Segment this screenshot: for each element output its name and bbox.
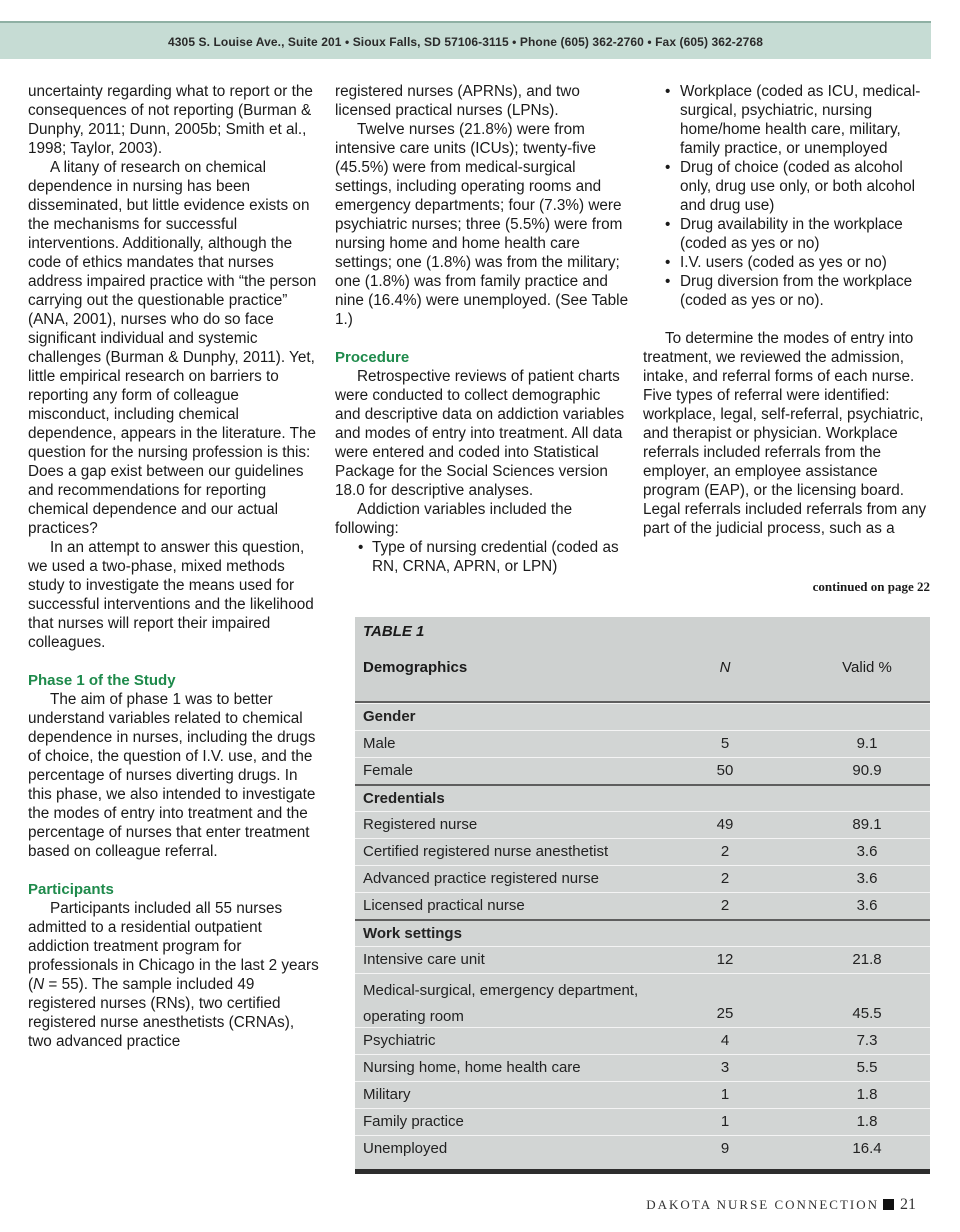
table-cell-label: Certified registered nurse anesthetist [363, 843, 609, 860]
table-cell-label: Medical-surgical, emergency department, operating room [363, 982, 639, 1025]
continued-note: continued on page 22 [812, 579, 930, 594]
heading-procedure: Procedure [335, 349, 410, 366]
table-row [355, 811, 930, 838]
header-address: 4305 S. Louise Ave., Suite 201 • Sioux Falls, SD 57106-3115 • Phone (605) 362-2760 • Fax (605) 362-2768 [168, 35, 763, 49]
table-cell-valid-pct: 45.5 [852, 1005, 882, 1022]
table-cell-label: Work settings [363, 925, 462, 942]
paragraph: Twelve nurses (21.8%) were from intensive care units (ICUs); twenty-five (45.5%) were from medical-surgical settings, including operating rooms and emergency departments; four (7.3%) were psychiatric nurses; three (5.5%) were from nursing home and home health care settings; one (1.8%) was from the military; one (1.8%) was from family practice and nine (16.4%) were unemployed. (See Table 1.) [335, 121, 629, 328]
bullet-list [643, 82, 935, 310]
paragraph: registered nurses (APRNs), and two licensed practical nurses (LPNs). [335, 83, 580, 119]
table-title: TABLE 1 [363, 623, 425, 640]
table-cell-valid-pct: 7.3 [856, 1032, 878, 1049]
page-number: 21 [900, 1196, 916, 1213]
table-cell-valid-pct: 89.1 [852, 816, 882, 833]
table-cell-label: Family practice [363, 1113, 464, 1130]
table-cell-label: Registered nurse [363, 816, 478, 833]
column-1 [28, 82, 320, 1051]
table-cell-n: 49 [716, 816, 734, 833]
paragraph: To determine the modes of entry into treatment, we reviewed the admission, intake, and referral forms of each nurse. Five types of referral were identified: workplace, legal, self-referral, psychiatric, and therapist or physician. Workplace referrals included referrals from the employer, an employee assistance program (EAP), or the licensing board. Legal referrals included referrals from any part of the judicial process, such as a [643, 330, 927, 537]
table-cell-label: Female [363, 762, 414, 779]
table-cell-n: 1 [720, 1113, 730, 1130]
list-item: • Type of nursing credential (coded as RN, CRNA, APRN, or LPN) [335, 538, 630, 576]
table-cell-n: 12 [716, 951, 734, 968]
table-cell-valid-pct: 21.8 [852, 951, 882, 968]
heading-phase-1: Phase 1 of the Study [28, 672, 176, 689]
table-cell-n: 4 [720, 1032, 730, 1049]
table-row [355, 865, 930, 892]
header-band [0, 21, 931, 59]
table-cell-n: 2 [720, 843, 730, 860]
table-cell-n: 2 [720, 897, 730, 914]
table-cell-valid-pct: 3.6 [856, 843, 878, 860]
heading-participants: Participants [28, 881, 114, 898]
table-row [355, 757, 930, 784]
table-cell-label: Intensive care unit [363, 951, 485, 968]
table-bottom-rule [355, 1169, 930, 1174]
table-cell-n: 50 [716, 762, 734, 779]
table-cell-label: Psychiatric [363, 1032, 436, 1049]
table-section-row [355, 784, 930, 811]
table-row [355, 892, 930, 919]
table-row [355, 1027, 930, 1054]
column-header-valid: Valid % [842, 659, 892, 676]
paragraph: Retrospective reviews of patient charts were conducted to collect demographic and descriptive data on addiction variables and modes of entry into treatment. All data were entered and coded into Statistical Package for the Social Sciences version 18.0 for descriptive analyses. [335, 368, 625, 499]
table-header [355, 617, 930, 703]
column-header-demographics: Demographics [363, 659, 468, 676]
table-cell-n: 9 [720, 1140, 730, 1157]
publication-name: DAKOTA NURSE CONNECTION [646, 1197, 879, 1212]
page-footer [646, 1196, 916, 1214]
list-item: • Drug of choice (coded as alcohol only, drug use only, or both alcohol and drug use) [643, 158, 935, 215]
table-cell-label: Licensed practical nurse [363, 897, 525, 914]
table-cell-n: 3 [720, 1059, 730, 1076]
paragraph: A litany of research on chemical dependence in nursing has been disseminated, but little evidence exists on the mechanisms for successful interventions. Additionally, although the code of ethics mandates that nurses address impaired practice with “the person carrying out the questionable practice” (ANA, 2001), nurses who do so face significant individual and systemic challenges (Burman & Dunphy, 2011). Yet, little empirical research on barriers to reporting any form of colleague misconduct, including chemical dependence, appears in the literature. The question for the nursing profession is this: Does a gap exist between our guidelines and recommendations for reporting chemical dependence and our actual practices? [28, 159, 317, 537]
paragraph: Participants included all 55 nurses admitted to a residential outpatient addiction treatment program for professionals in Chicago in the last 2 years (N = 55). The sample included 49 registered nurses (RNs), two certified registered nurse anesthetists (CRNAs), two advanced practice [28, 900, 319, 1050]
table-row [355, 838, 930, 865]
list-item: • I.V. users (coded as yes or no) [643, 253, 935, 272]
table-cell-label: Credentials [363, 790, 445, 807]
table-cell-valid-pct: 9.1 [856, 735, 878, 752]
table-section-row [355, 703, 930, 730]
table-cell-valid-pct: 1.8 [856, 1113, 878, 1130]
paragraph: uncertainty regarding what to report or the consequences of not reporting (Burman & Dunphy, 2011; Dunn, 2005b; Smith et al., 1998; Taylor, 2003). [28, 83, 313, 157]
table-row [355, 973, 930, 1027]
table-cell-label: Advanced practice registered nurse [363, 870, 599, 887]
list-item: • Drug diversion from the workplace (coded as yes or no). [643, 272, 935, 310]
table-cell-valid-pct: 1.8 [856, 1086, 878, 1103]
table-cell-label: Gender [363, 708, 416, 725]
table-row [355, 1054, 930, 1081]
table-cell-label: Male [363, 735, 396, 752]
paragraph: The aim of phase 1 was to better understand variables related to chemical dependence in nurses, including the drugs of choice, the question of I.V. use, and the percentage of nurses diverting drugs. In this phase, we also intended to investigate the modes of entry into treatment and the percentage of nurses that enter treatment based on colleague referral. [28, 691, 316, 860]
bullet-list [335, 538, 630, 576]
column-header-n: N [719, 659, 731, 676]
table-section-row [355, 919, 930, 946]
table-cell-valid-pct: 5.5 [856, 1059, 878, 1076]
table-cell-valid-pct: 90.9 [852, 762, 882, 779]
demographics-table [355, 617, 930, 1174]
table-cell-n: 5 [720, 735, 730, 752]
table-row [355, 1081, 930, 1108]
list-item: • Workplace (coded as ICU, medical-surgical, psychiatric, nursing home/home health care, military, family practice, or unemployed [643, 82, 935, 158]
table-cell-label: Nursing home, home health care [363, 1059, 581, 1076]
table-cell-label: Unemployed [363, 1140, 448, 1157]
paragraph: Addiction variables included the following: [335, 501, 573, 537]
table-cell-n: 2 [720, 870, 730, 887]
column-2 [335, 82, 630, 576]
table-row [355, 1135, 930, 1162]
table-cell-valid-pct: 3.6 [856, 897, 878, 914]
table-cell-n: 25 [716, 1005, 734, 1022]
table-row [355, 1108, 930, 1135]
square-icon [883, 1199, 894, 1210]
list-item: • Drug availability in the workplace (coded as yes or no) [643, 215, 935, 253]
column-3 [643, 82, 935, 538]
table-row [355, 730, 930, 757]
table-cell-label: Military [363, 1086, 411, 1103]
table-row [355, 946, 930, 973]
table-cell-n: 1 [720, 1086, 730, 1103]
paragraph: In an attempt to answer this question, we used a two-phase, mixed methods study to investigate the means used for successful interventions and the likelihood that nurses will report their impaired colleagues. [28, 539, 314, 651]
table-cell-valid-pct: 3.6 [856, 870, 878, 887]
table-cell-valid-pct: 16.4 [852, 1140, 882, 1157]
